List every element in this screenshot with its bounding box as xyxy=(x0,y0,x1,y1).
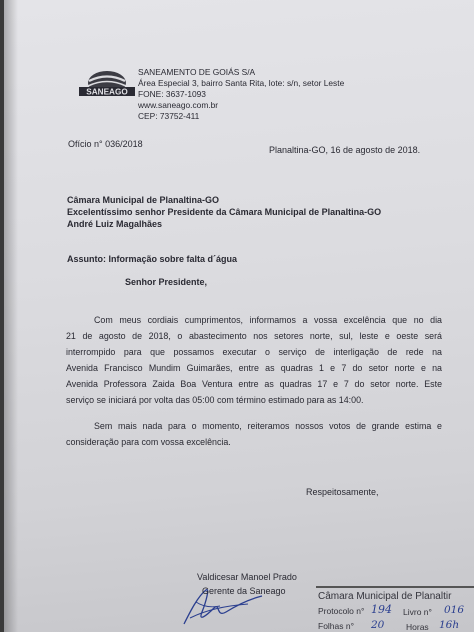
signatory-title: Gerente da Saneago xyxy=(202,586,286,596)
stamp-sheets-value: 20 xyxy=(371,619,385,631)
salutation: Senhor Presidente, xyxy=(125,277,208,287)
stamp-protocol-value: 194 xyxy=(371,603,392,616)
stamp-book-value: 016 xyxy=(444,604,465,616)
stamp-top-rule xyxy=(316,586,474,588)
closing-line-2: consideração para com vossa excelência. xyxy=(66,437,231,447)
body-line-2: 21 de agosto de 2018, o abastecimento nos setores norte, sul, leste e oeste será xyxy=(66,331,442,341)
letter-page xyxy=(4,0,474,632)
company-website: www.saneago.com.br xyxy=(138,100,219,110)
stamp-sheets-label: Folhas n° xyxy=(318,621,355,631)
logo-wordmark: SANEAGO xyxy=(86,87,128,97)
company-address: Área Especial 3, bairro Santa Rita, lote: s/n, setor Leste xyxy=(138,78,345,88)
recipient-line-2: Excelentíssimo senhor Presidente da Câmara Municipal de Planaltina-GO xyxy=(67,207,382,217)
company-cep: CEP: 73752-411 xyxy=(138,111,200,121)
sign-off: Respeitosamente, xyxy=(306,487,379,497)
body-line-1: Com meus cordiais cumprimentos, informamos a vossa excelência que no dia xyxy=(94,315,442,325)
signatory-name: Valdicesar Manoel Prado xyxy=(197,572,297,582)
stamp-hours-label: Horas xyxy=(406,622,429,632)
letter-subject: Assunto: Informação sobre falta d´água xyxy=(67,254,238,264)
recipient-line-1: Câmara Municipal de Planaltina-GO xyxy=(67,195,220,205)
closing-line-1: Sem mais nada para o momento, reiteramos nossos votos de grande estima e xyxy=(94,421,442,431)
place-date: Planaltina-GO, 16 de agosto de 2018. xyxy=(269,145,421,155)
stamp-title: Câmara Municipal de Planaltir xyxy=(318,591,452,602)
body-line-4: Avenida Francisco Mundim Guimarães, entre as quadras 1 e 7 do setor norte e na xyxy=(66,363,442,373)
body-line-5: Avenida Professora Zaida Boa Ventura entre as quadras 17 e 7 do setor norte. Este xyxy=(66,379,442,389)
recipient-line-3: André Luiz Magalhães xyxy=(67,219,163,229)
saneago-logo xyxy=(76,66,138,106)
body-line-3: interrompido para que possamos executar o serviço de interligação de rede na xyxy=(66,347,442,357)
letter-reference: Ofício n° 036/2018 xyxy=(68,139,143,149)
body-line-6: serviço se iniciará por volta das 05:00 com término estimado para as 14:00. xyxy=(66,395,364,405)
stamp-hours-value: 16h xyxy=(439,619,460,631)
stamp-protocol-label: Protocolo n° xyxy=(318,606,365,616)
company-phone: FONE: 3637-1093 xyxy=(138,89,206,99)
company-name: SANEAMENTO DE GOIÁS S/A xyxy=(138,67,256,77)
page-shadow xyxy=(4,0,18,632)
stamp-book-label: Livro n° xyxy=(403,607,432,617)
